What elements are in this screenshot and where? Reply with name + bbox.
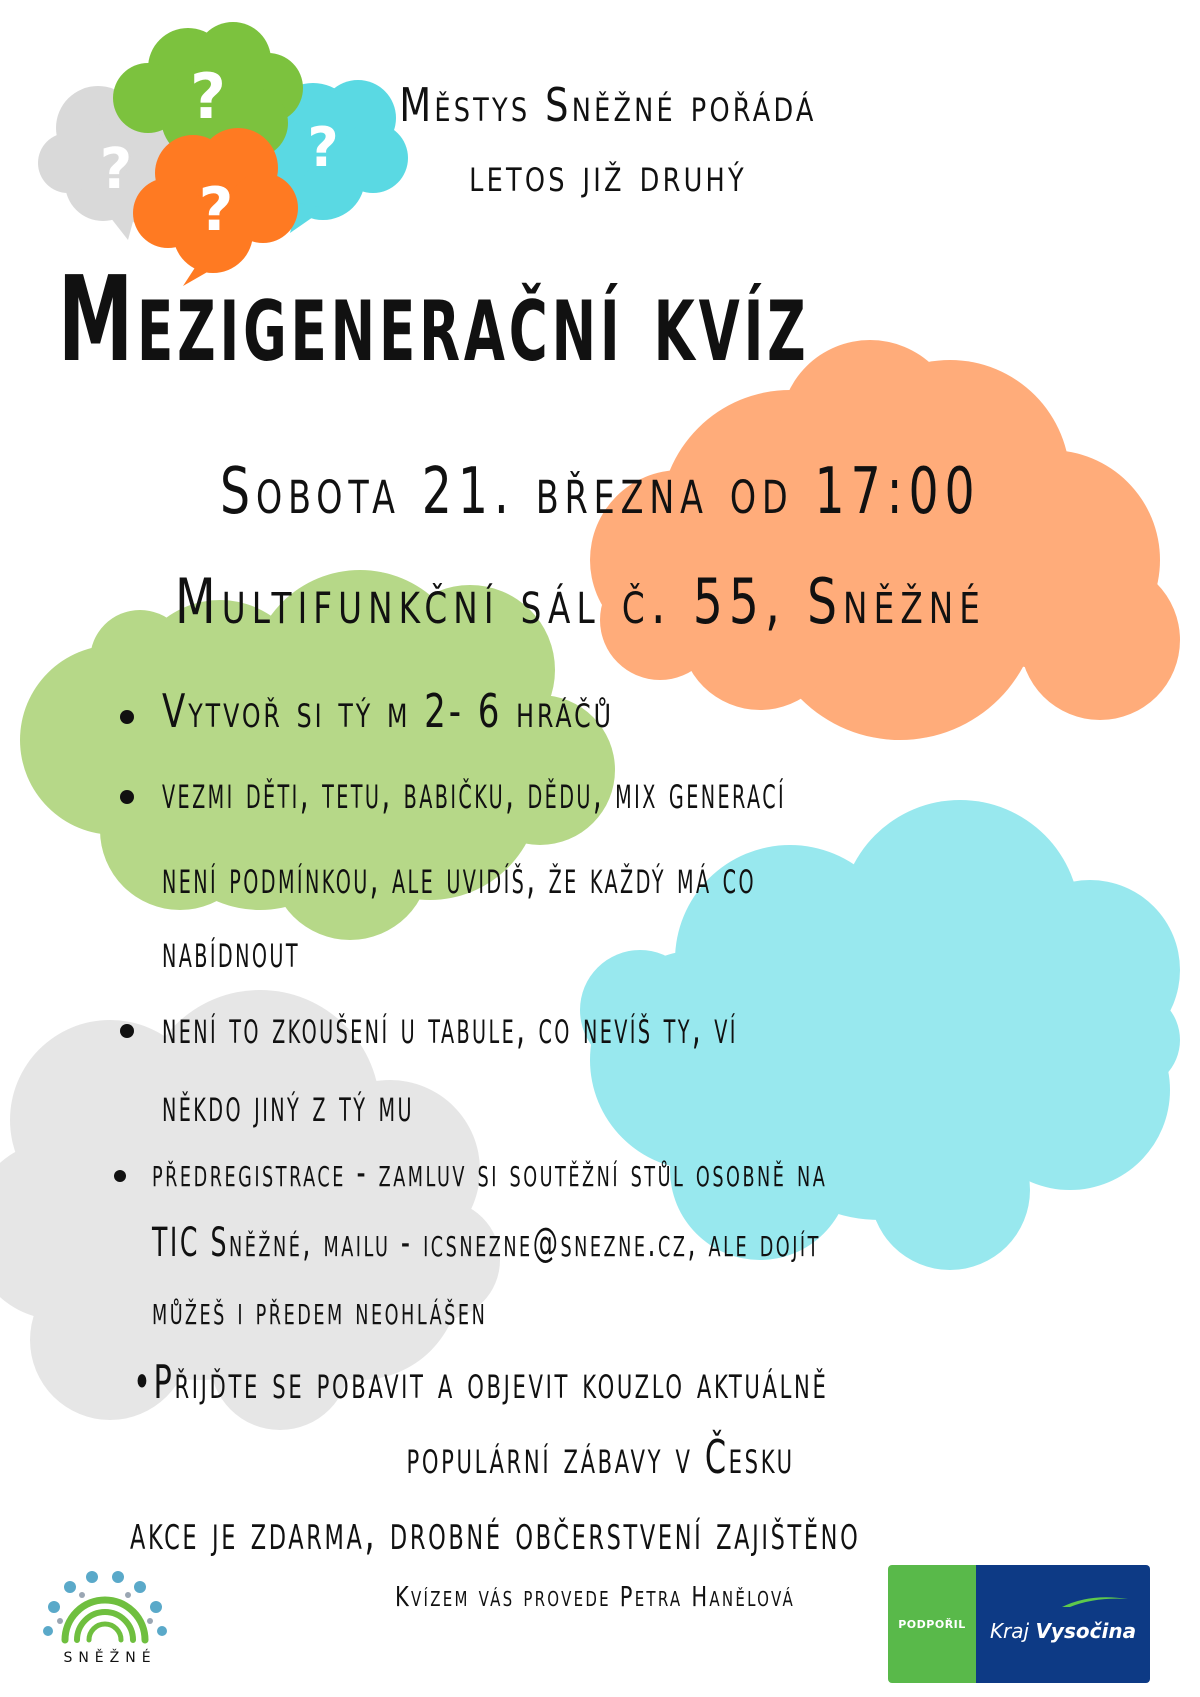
bullet-dot bbox=[120, 710, 134, 724]
bullet-dot bbox=[114, 1170, 126, 1182]
svg-text:?: ? bbox=[99, 137, 133, 202]
bullet-generations-line-3: nabídnout bbox=[162, 924, 300, 978]
swoosh-icon bbox=[1060, 1593, 1130, 1609]
svg-text:?: ? bbox=[198, 175, 234, 245]
sponsor-name-part-2: Vysočina bbox=[1035, 1619, 1137, 1643]
header-line-1: Městys Sněžné pořádá bbox=[399, 78, 817, 132]
bullet-generations-line-1: vezmi děti, tetu, babičku, dědu, mix generací bbox=[162, 765, 787, 819]
bullet-not-exam-line-1: není to zkoušení u tabule, co nevíš ty, ví bbox=[162, 1000, 738, 1054]
header-line-2: letos již druhý bbox=[469, 148, 747, 202]
svg-text:?: ? bbox=[307, 116, 339, 179]
bullet-come-line-1: •Přijďte se pobavit a objevit kouzlo aktuálně bbox=[133, 1355, 829, 1409]
orange-cloud bbox=[590, 340, 1180, 740]
bullet-registration-line-2: TIC Sněžné, mailu - icsnezne@snezne.cz, ale dojít bbox=[152, 1220, 821, 1266]
svg-text:?: ? bbox=[190, 60, 226, 133]
sponsor-label: PODPOŘIL bbox=[888, 1565, 976, 1683]
sponsor-badge bbox=[888, 1565, 1150, 1683]
free-entry-note: akce je zdarma, drobné občerstvení zajištěno bbox=[130, 1505, 861, 1561]
bullet-not-exam-line-2: někdo jiný z tý mu bbox=[162, 1078, 414, 1132]
event-date: Sobota 21. března od 17:00 bbox=[220, 455, 981, 529]
sponsor-name bbox=[976, 1565, 1150, 1683]
bullet-dot bbox=[120, 1024, 134, 1038]
bullet-team: Vytvoř si tý m 2- 6 hráčů bbox=[162, 684, 614, 738]
bullet-registration-line-1: předregistrace - zamluv si soutěžní stůl osobně na bbox=[152, 1150, 828, 1196]
sponsor-name-part-1: Kraj bbox=[989, 1619, 1036, 1643]
snezne-logo-text: SNĚŽNÉ bbox=[63, 1650, 157, 1666]
event-venue: Multifunkční sál č. 55, Sněžné bbox=[175, 565, 987, 638]
bullet-come-line-2: populární zábavy v Česku bbox=[406, 1430, 795, 1484]
bullet-dot bbox=[120, 790, 134, 804]
page-title: Mezigenerační kvíz bbox=[58, 250, 810, 388]
bullet-registration-line-3: můžeš i předem neohlášen bbox=[152, 1288, 488, 1334]
host-note: Kvízem vás provede Petra Hanělová bbox=[395, 1580, 796, 1613]
bullet-generations-line-2: není podmínkou, ale uvidíš, že každý má co bbox=[162, 850, 757, 904]
